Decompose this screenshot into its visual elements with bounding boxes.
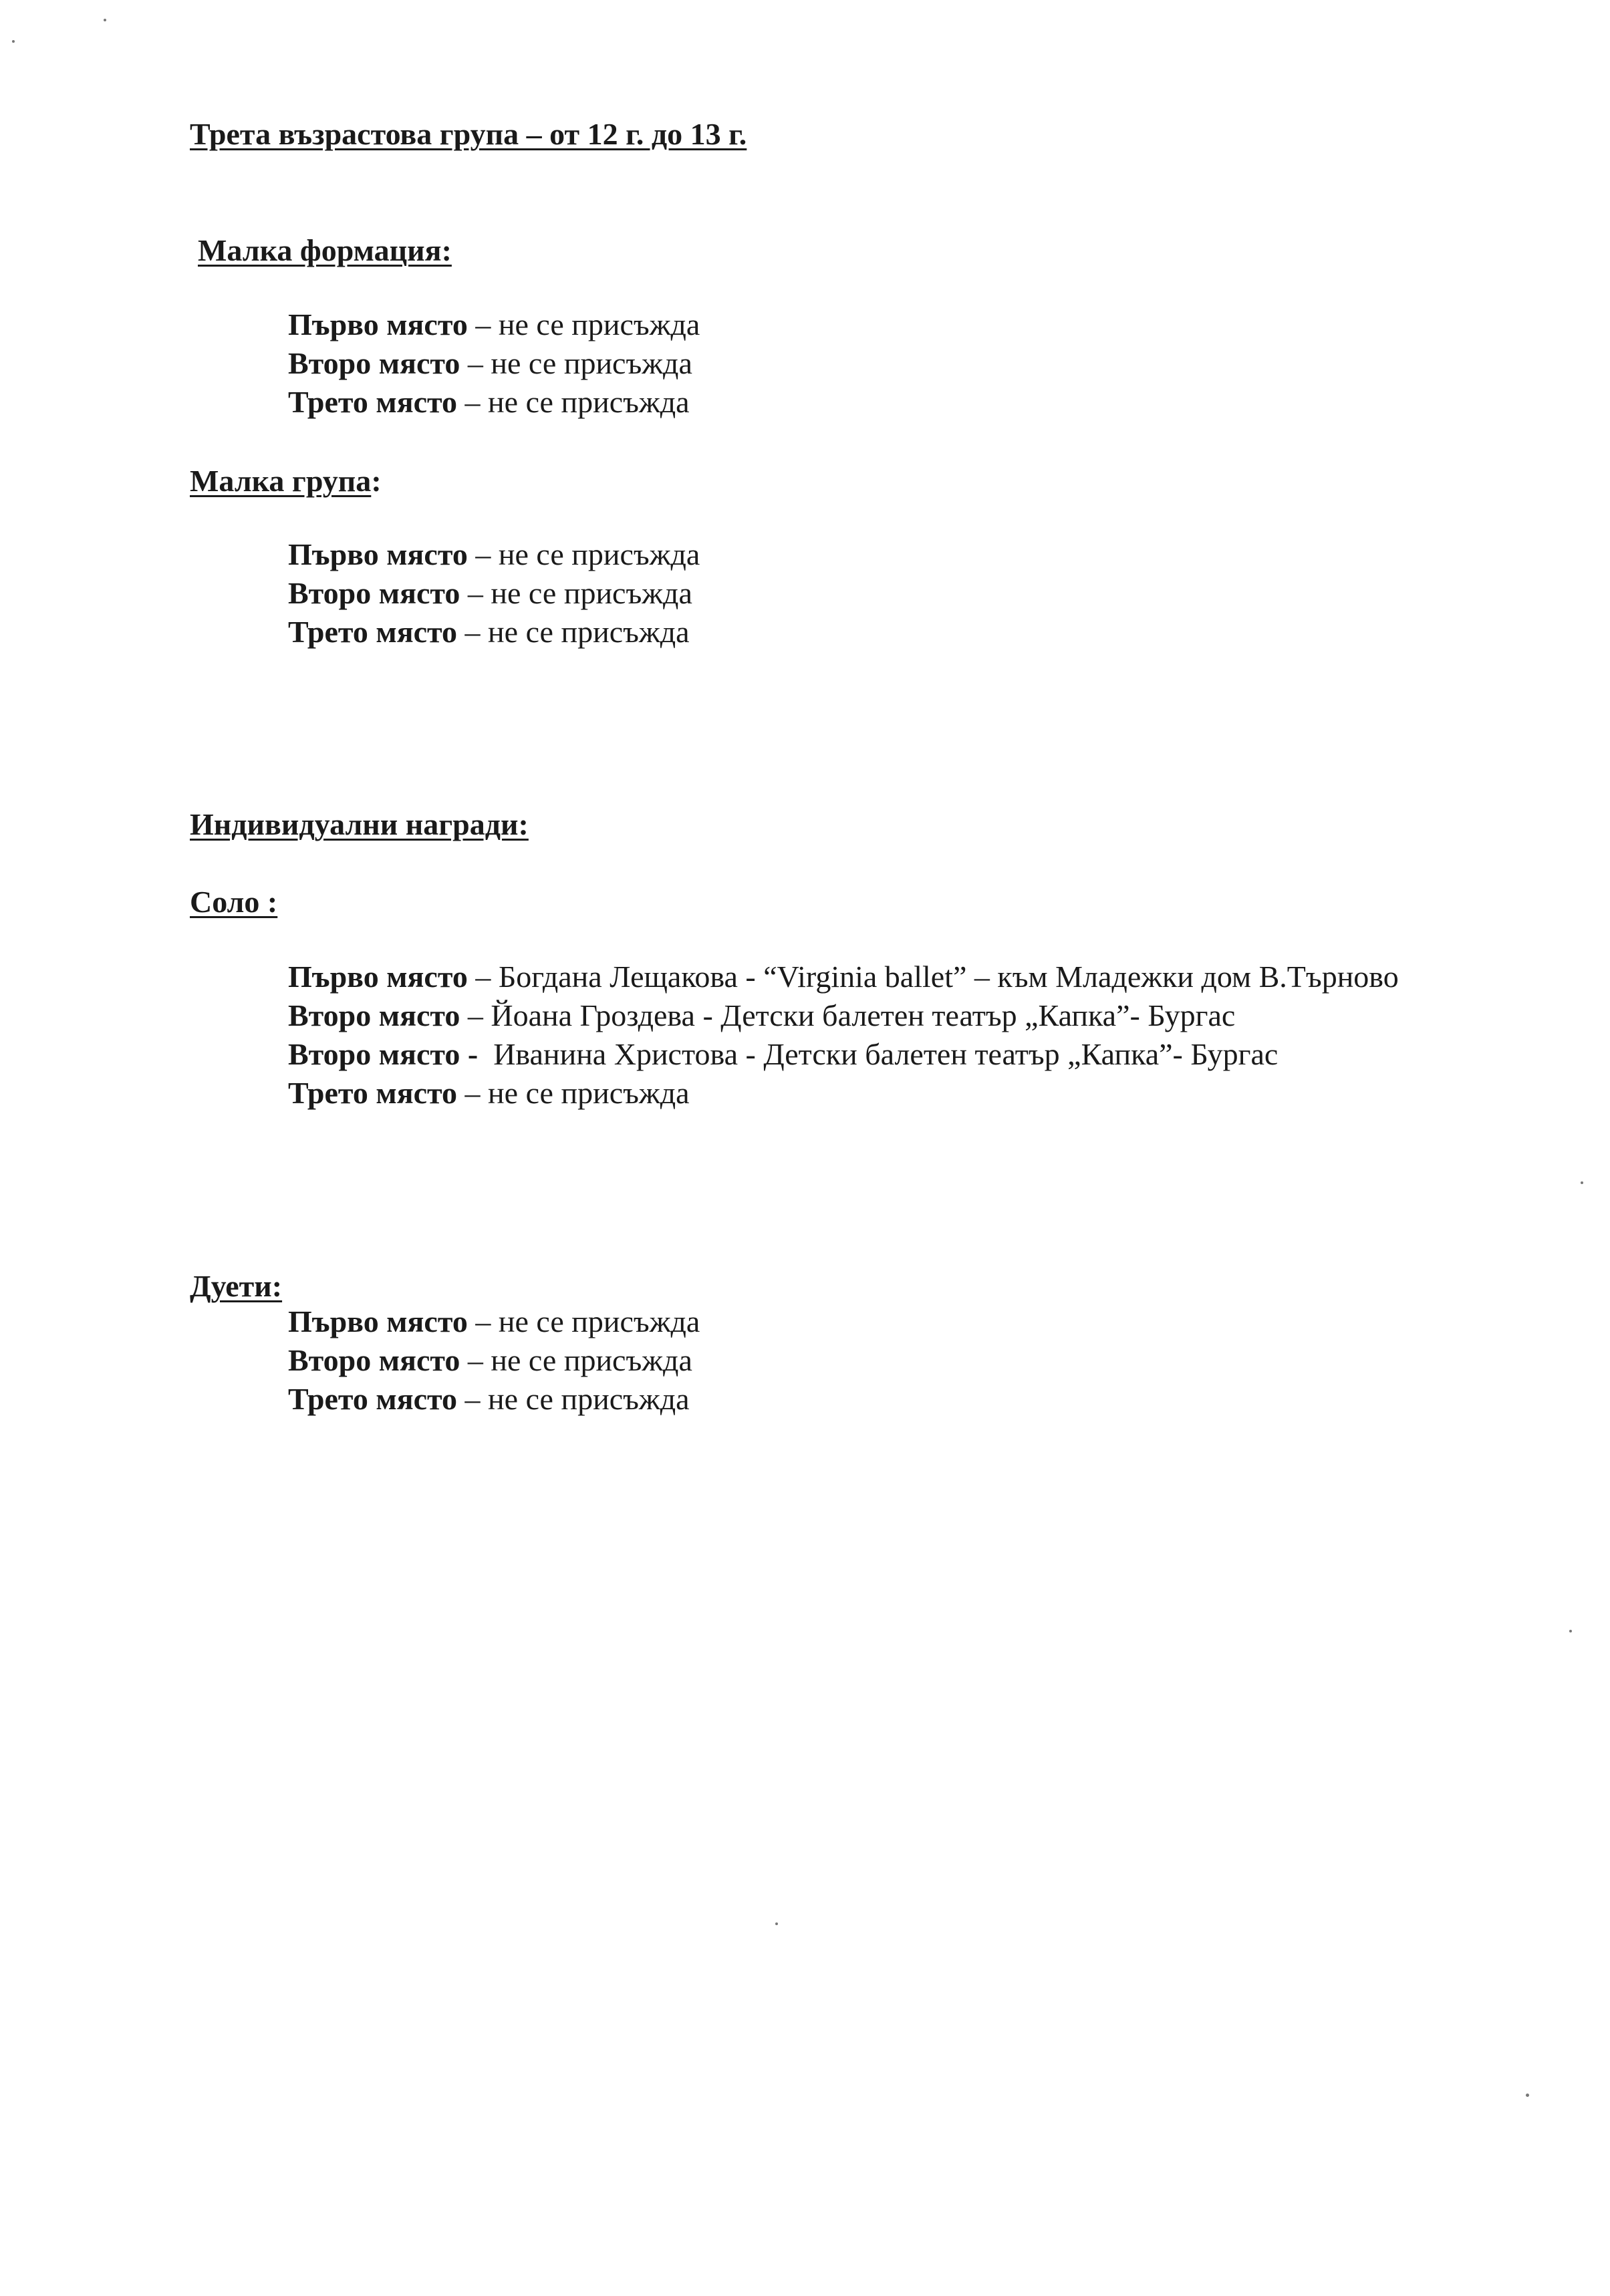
list-item: [288, 1341, 700, 1380]
scan-speck: [1526, 2094, 1529, 2097]
place-result: – не се присъжда: [460, 346, 692, 380]
list-item: [288, 383, 700, 422]
section-heading-solo: Соло :: [190, 885, 278, 919]
place-label: Второ място -: [288, 1037, 479, 1071]
list-item: [288, 613, 700, 652]
place-result: – не се присъжда: [467, 537, 700, 571]
place-result: – не се присъжда: [460, 1343, 692, 1377]
place-label: Трето място: [288, 1382, 458, 1416]
heading-colon: :: [371, 464, 382, 498]
place-label: Трето място: [288, 615, 458, 649]
place-result: Иванина Христова - Детски балетен театър „Капка”- Бургас: [478, 1037, 1279, 1071]
list-item: [288, 1302, 700, 1341]
list-item: [288, 958, 1399, 996]
section-heading-duets: Дуети:: [190, 1269, 283, 1303]
place-label: Първо място: [288, 960, 468, 994]
page-title: Трета възрастова група – от 12 г. до 13 г.: [190, 117, 747, 151]
scan-speck: [1569, 1630, 1572, 1632]
place-label: Трето място: [288, 1076, 458, 1110]
duets-list: [288, 1302, 700, 1419]
section-heading-individual-awards: Индивидуални награди:: [190, 807, 529, 841]
place-result: – не се присъжда: [457, 385, 690, 419]
solo-list: [288, 958, 1399, 1113]
small-formation-list: [288, 305, 700, 422]
place-result: – не се присъжда: [460, 576, 692, 610]
list-item: [288, 535, 700, 574]
place-result: – Богдана Лещакова - “Virginia ballet” – към Младежки дом В.Търново: [467, 960, 1399, 994]
section-heading-text: Малка група: [190, 464, 372, 498]
place-label: Първо място: [288, 1304, 468, 1338]
place-label: Второ място: [288, 576, 460, 610]
list-item: [288, 1035, 1399, 1074]
small-group-list: [288, 535, 700, 652]
place-result: – не се присъжда: [457, 615, 690, 649]
list-item: [288, 1380, 700, 1419]
scan-speck: [12, 40, 15, 43]
scan-speck: [1581, 1181, 1583, 1184]
list-item: [288, 996, 1399, 1035]
list-item: [288, 1074, 1399, 1113]
place-label: Второ място: [288, 998, 460, 1032]
place-result: – Йоана Гроздева - Детски балетен театър „Капка”- Бургас: [460, 998, 1236, 1032]
section-heading-small-group: [190, 466, 382, 496]
scan-speck: [104, 19, 106, 21]
list-item: [288, 574, 700, 613]
place-label: Второ място: [288, 1343, 460, 1377]
place-result: – не се присъжда: [457, 1382, 690, 1416]
place-label: Първо място: [288, 307, 468, 341]
section-heading-small-formation: Малка формация:: [198, 233, 452, 267]
place-result: – не се присъжда: [467, 1304, 700, 1338]
place-label: Второ място: [288, 346, 460, 380]
scan-speck: [775, 1922, 778, 1925]
place-label: Трето място: [288, 385, 458, 419]
place-result: – не се присъжда: [457, 1076, 690, 1110]
list-item: [288, 344, 700, 383]
place-result: – не се присъжда: [467, 307, 700, 341]
place-label: Първо място: [288, 537, 468, 571]
list-item: [288, 305, 700, 344]
